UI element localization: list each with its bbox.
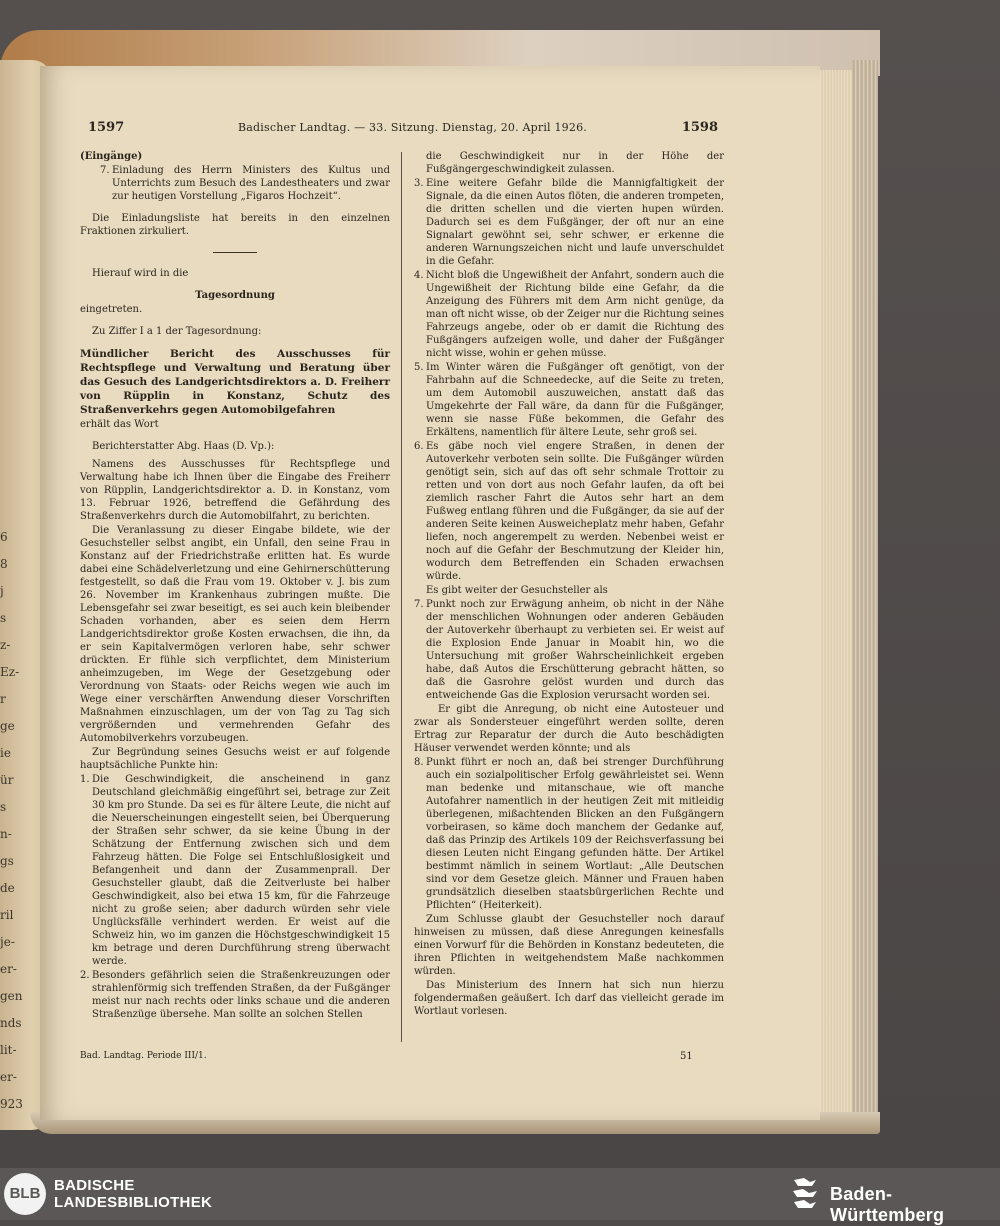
item-number: 7.	[414, 599, 424, 610]
item-number: 7.	[100, 165, 110, 176]
paragraph: Zur Begründung seines Gesuchs weist er auf folgende hauptsächliche Punkte hin:	[80, 747, 390, 771]
list-item	[100, 164, 390, 203]
previous-page-fragment: de	[0, 881, 15, 895]
blb-logo[interactable]: BLB	[4, 1173, 46, 1215]
previous-page-fragment: 6	[0, 530, 8, 544]
footer-sheet-number: 51	[680, 1051, 693, 1062]
previous-page-fragment: je-	[0, 935, 15, 949]
paragraph: Die Veranlassung zu dieser Eingabe bildete, wie der Gesuchsteller selbst angibt, ein Unfall, den seine Frau in Konstanz auf der Friedrichstraße erlitten hat. Es wurde dabei eine Schädelverletzung und eine Gehirnerschütterung festgestellt, so daß die Frau vom 19. Oktober v. J. bis zum 26. November im Krankenhaus zubringen mußte. Die Lebensgefahr sei zwar beseitigt, es sei auch kein bleibender Schaden vorhanden, aber es seien dem Herrn Landgerichtsdirektor große Kosten erwachsen, die ihn, da er sein Kapitalvermögen verloren habe, sehr schwer drückten. Er fühle sich verpflichtet, dem Ministerium anheimzugeben, im Wege der Gesetzgebung oder Verordnung von Staats- oder Reichs wegen wie auch im Wege einer verschärften Anwendung dieser Vorschriften Maßnahmen einzuschlagen, um der von Tag zu Tag sich vergrößernden und vermehrenden Gefahr des Automobilverkehrs vorzubeugen.	[80, 525, 390, 744]
item-text: Punkt noch zur Erwägung anheim, ob nicht in der Nähe der menschlichen Wohnungen oder anderen Gebäuden der Autoverkehr überhaupt zu verbieten sei. Er weist auf die Explosion Ende Januar in Moabit hin, wo die Untersuchung mit großer Wahrscheinlichkeit ergeben habe, daß Autos die Erschütterung gebracht hätten, so daß die Gasrohre gelöst wurden und durch das entweichende Gas die Explosion verursacht worden sei.	[426, 599, 724, 701]
library-name[interactable]	[54, 1177, 212, 1211]
section-label: (Eingänge)	[80, 151, 143, 162]
list-item-continued	[414, 150, 724, 176]
previous-page-fragment: er-	[0, 1070, 17, 1084]
item-text: Einladung des Herrn Ministers des Kultus und Unterrichts zum Besuch des Landestheaters und zwar zur heutigen Vorstellung „Figaros Hochzeit“.	[112, 165, 390, 202]
baden-wuerttemberg-lions-icon	[790, 1176, 820, 1212]
previous-page-fragment: s	[0, 800, 7, 814]
previous-page-fragment: gen	[0, 989, 23, 1003]
previous-page-fragment: j	[0, 584, 4, 598]
previous-page-fragment: lit-	[0, 1043, 17, 1057]
list-item	[414, 756, 724, 912]
item-text: Es gäbe noch viel engere Straßen, in denen der Autoverkehr verboten sein sollte. Die Fußgänger würden genötigt sein, sich auf das oft sehr schmale Trottoir zu retten und von dort aus noch Gefahr laufen, da oft bei ziemlich rascher Fahrt die Autos sehr hart an dem Fußweg entlang führen und die Fußgänger, da sie auf der anderen Seite keinen Ausweicheplatz mehr haben, Gefahr liefen, noch angerempelt zu werden. Nebenbei weist er noch auf die Gefahr der Beschmutzung der Kleider hin, wodurch dem Betreffenden ein Schaden erwachsen würde.	[426, 441, 724, 582]
previous-page-fragment: ie	[0, 746, 11, 760]
paragraph: Er gibt die Anregung, ob nicht eine Autosteuer und zwar als Sondersteuer eingeführt werden sollte, deren Ertrag zur Reparatur der durch die Auto beschädigten Häuser verwendet werden könnte; und als	[414, 704, 724, 754]
previous-page-fragment: ür	[0, 773, 14, 787]
speaker-line: Berichterstatter Abg. Haas (D. Vp.):	[92, 441, 275, 452]
list-item	[414, 598, 724, 702]
item-text: Eine weitere Gefahr bilde die Mannigfaltigkeit der Signale, da die einen Autos flöten, die anderen trompeten, die dritten schellen und die vierten hupen würden. Dadurch sei es dem Fußgänger, der oft nur an eine Signalart gewöhnt sei, sehr schwer, er erkenne die anderen Warnungszeichen nicht und laufe unverschuldet in die Gefahr.	[426, 178, 724, 267]
paragraph: Die Einladungsliste hat bereits in den einzelnen Fraktionen zirkuliert.	[80, 213, 390, 237]
brand-bar	[0, 1168, 1000, 1225]
left-column	[80, 150, 390, 1022]
list-item	[414, 440, 724, 583]
previous-page-fragment: Ez-	[0, 665, 20, 679]
item-text: Im Winter wären die Fußgänger oft genötigt, von der Fahrbahn auf die Schneedecke, auf die Seite zu treten, um dem Automobil auszuweichen, anstatt daß das Umgekehrte der Fall wäre, da dann für die Fußgänger, wenn sie nasse Füße bekommen, die Gefahr des Erkältens, namentlich für ältere Leute, sehr groß sei.	[426, 362, 724, 438]
item-number: 8.	[414, 757, 424, 768]
item-number: 1.	[80, 774, 90, 785]
item-number: 3.	[414, 178, 424, 189]
state-name[interactable]: Baden-Württemberg	[830, 1184, 945, 1225]
item-number: 6.	[414, 441, 424, 452]
paragraph: Zum Schlusse glaubt der Gesuchsteller noch darauf hinweisen zu müssen, daß diese Anregungen keinesfalls einen Vorwurf für die Behörden in Konstanz bedeuteten, die ihren Pflichten in weitgehendstem Maße nachkommen würden.	[414, 914, 724, 977]
right-column	[414, 150, 724, 1019]
library-name-line-2: LANDESBIBLIOTHEK	[54, 1194, 213, 1211]
running-title: Badischer Landtag. — 33. Sitzung. Dienstag, 20. April 1926.	[238, 121, 587, 134]
section-separator	[213, 252, 257, 253]
list-item	[80, 969, 390, 1021]
previous-page-fragment: 923	[0, 1097, 23, 1111]
paragraph: Zu Ziffer I a 1 der Tagesordnung:	[92, 326, 262, 337]
item-text: Die Geschwindigkeit, die anscheinend in ganz Deutschland gleichmäßig eingeführt sei, betrage zur Zeit 30 km pro Stunde. Da sei es für ältere Leute, die nicht auf die Neuerscheinungen eingestellt seien, bei Überquerung der Straßen sehr schwer, da sie keine Übung in der Schätzung der Entfernung zwischen sich und dem Fahrzeug hätten. Die Folge sei Entschlußlosigkeit und Befangenheit und dann der Zusammenprall. Der Gesuchsteller glaubt, daß die Zeitverluste bei halber Geschwindigkeit, also bei etwa 15 km, für die Fahrzeuge nicht zu große seien; aber dadurch würden sehr viele Unglücksfälle verhindert werden. Er weist auf die Schweiz hin, wo im ganzen die Höchstgeschwindigkeit 15 km betrage und deren Durchführung streng überwacht werde.	[92, 774, 390, 967]
item-number: 4.	[414, 270, 424, 281]
previous-page-fragment: r	[0, 692, 6, 706]
column-divider	[401, 152, 402, 1042]
list-item	[414, 269, 724, 360]
item-text: Punkt führt er noch an, daß bei strenger Durchführung auch ein sozialpolitischer Erfolg gewährleistet sei. Wenn man bedenke und mitanschaue, wie oft manche Autofahrer namentlich in der heutigen Zeit mit mitleidig überlegenen, mißachtenden Blicken an den Fußgängern vorbeirasen, so käme doch manchem der Gedanke auf, daß das Prinzip des Artikels 109 der Reichsverfassung bei diesen Leuten nicht Eingang gefunden hätte. Der Artikel bestimmt nämlich in seinem Wortlaut: „Alle Deutschen sind vor dem Gesetze gleich. Männer und Frauen haben grundsätzlich dieselben staatsbürgerlichen Rechte und Pflichten“ (Heiterkeit).	[426, 757, 724, 911]
item-text: Besonders gefährlich seien die Straßenkreuzungen oder strahlenförmig sich treffenden Straßen, da der Fußgänger meist nur nach rechts oder links schaue und die anderen Straßenzüge übersehe. Man sollte an solchen Stellen	[92, 970, 390, 1020]
paragraph: eingetreten.	[80, 304, 143, 315]
previous-page-fragment: z-	[0, 638, 11, 652]
agenda-heading: Tagesordnung	[195, 290, 275, 301]
book-cover-right	[852, 60, 878, 1120]
paragraph: Es gibt weiter der Gesuchsteller als	[426, 585, 608, 596]
page-number-right: 1598	[681, 120, 718, 135]
previous-page-fragment: gs	[0, 854, 14, 868]
page-number-left: 1597	[88, 120, 125, 135]
previous-page-fragment: n-	[0, 827, 12, 841]
report-heading: Mündlicher Bericht des Ausschusses für Rechtspflege und Verwaltung und Beratung über das Gesuch des Landgerichtsdirektors a. D. Freiherr von Rüpplin in Konstanz, Schutz des Straßenverkehrs gegen Automobilgefahren	[80, 348, 390, 416]
list-item	[414, 177, 724, 268]
page-header	[88, 120, 718, 138]
item-text: die Geschwindigkeit nur in der Höhe der Fußgängergeschwindigkeit zulassen.	[426, 151, 724, 175]
list-item	[80, 773, 390, 968]
list-item	[414, 361, 724, 439]
item-number: 5.	[414, 362, 424, 373]
paragraph: erhält das Wort	[80, 419, 159, 430]
paragraph: Namens des Ausschusses für Rechtspflege und Verwaltung habe ich Ihnen über die Eingabe des Freiherr von Rüpplin, Landgerichtsdirektor a. D. in Konstanz, vom 13. Februar 1926, betreffend die Gefährdung des Straßenverkehrs durch die Automobilfahrt, zu berichten.	[80, 459, 390, 522]
library-name-line-1: BADISCHE	[54, 1177, 135, 1194]
paragraph: Hierauf wird in die	[92, 268, 189, 279]
item-text: Nicht bloß die Ungewißheit der Anfahrt, sondern auch die Ungewißheit der Richtung bilde eine Gefahr, da die Anzeigung des Führers mit dem Arm nicht genüge, da man oft nicht wisse, ob der Zeiger nur die Richtung seines Fahrzeugs angebe, oder ob er damit die Richtung des Fußgängers aufzeigen wolle, und daher der Fußgänger nicht wisse, wohin er gehen müsse.	[426, 270, 724, 359]
footer-signature: Bad. Landtag. Periode III/1.	[80, 1051, 207, 1061]
previous-page-fragment: 8	[0, 557, 8, 571]
previous-page-fragment: ril	[0, 908, 14, 922]
previous-page-fragment: er-	[0, 962, 17, 976]
previous-page-fragment: s	[0, 611, 7, 625]
item-number: 2.	[80, 970, 90, 981]
previous-page-fragment: ge	[0, 719, 15, 733]
paragraph: Das Ministerium des Innern hat sich nun hierzu folgendermaßen geäußert. Ich darf das vielleicht gerade im Wortlaut vorlesen.	[414, 980, 724, 1017]
previous-page-fragment: nds	[0, 1016, 22, 1030]
